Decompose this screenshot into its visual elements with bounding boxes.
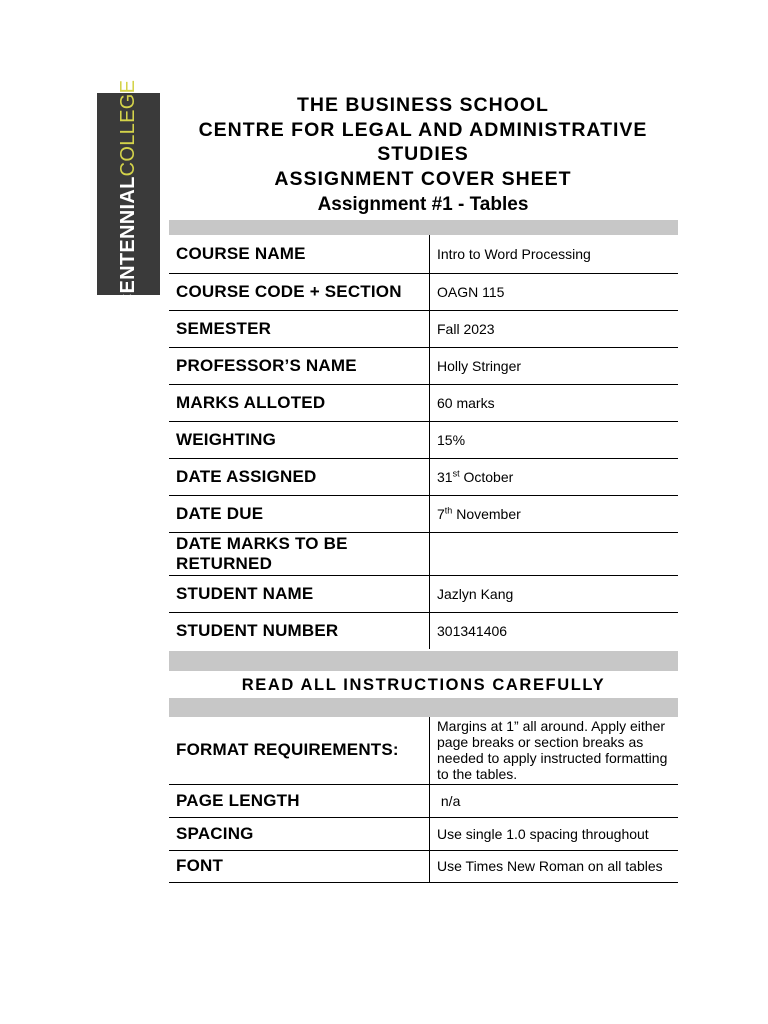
- table-row: [169, 421, 678, 458]
- row-value: Use single 1.0 spacing throughout: [430, 817, 679, 850]
- row-value: Holly Stringer: [430, 347, 679, 384]
- assignment-title: Assignment #1 - Tables: [317, 194, 529, 215]
- row-label: SPACING: [169, 817, 430, 850]
- date-month: November: [452, 505, 521, 522]
- row-value: Margins at 1” all around. Apply either page breaks or section breaks as needed to apply instructed formatting to the tables.: [430, 717, 679, 784]
- date-ordinal-suffix: th: [444, 504, 453, 515]
- row-label: COURSE NAME: [169, 235, 430, 273]
- table-row: [169, 850, 678, 882]
- row-label: MARKS ALLOTED: [169, 384, 430, 421]
- table-row: [169, 575, 678, 612]
- row-label: STUDENT NAME: [169, 575, 430, 612]
- table-row: [169, 612, 678, 649]
- row-label: COURSE CODE + SECTION: [169, 273, 430, 310]
- row-label: FONT: [169, 850, 430, 882]
- centre-name-line2: STUDIES: [377, 143, 469, 165]
- table-row: [169, 784, 678, 817]
- row-value: Use Times New Roman on all tables: [430, 850, 679, 882]
- table-row: [169, 273, 678, 310]
- date-day: 31: [437, 468, 453, 485]
- row-label: WEIGHTING: [169, 421, 430, 458]
- table-row: [169, 310, 678, 347]
- row-label: FORMAT REQUIREMENTS:: [169, 717, 430, 784]
- table-row: [169, 532, 678, 575]
- table-row: [169, 235, 678, 273]
- table-row: [169, 458, 678, 495]
- row-value: [430, 532, 679, 575]
- row-value: 15%: [430, 421, 679, 458]
- date-day: 7: [437, 505, 445, 522]
- college-logo: [97, 79, 160, 309]
- date-ordinal-suffix: st: [452, 467, 460, 478]
- row-label: PAGE LENGTH: [169, 784, 430, 817]
- row-value: 60 marks: [430, 384, 679, 421]
- instructions-heading: READ ALL INSTRUCTIONS CAREFULLY: [241, 676, 606, 694]
- requirements-table: [169, 717, 678, 883]
- document-header: [169, 93, 677, 217]
- centre-name-line1: CENTRE FOR LEGAL AND ADMINISTRATIVE: [198, 118, 648, 141]
- logo-word-centennial: CENTENNIAL: [117, 176, 139, 309]
- date-month: October: [459, 468, 514, 485]
- row-value: [430, 495, 679, 532]
- row-value: n/a: [430, 784, 679, 817]
- row-value: OAGN 115: [430, 273, 679, 310]
- school-name: THE BUSINESS SCHOOL: [297, 94, 549, 116]
- row-label: DATE ASSIGNED: [169, 458, 430, 495]
- row-value: [430, 458, 679, 495]
- table-row: [169, 384, 678, 421]
- table-row: [169, 347, 678, 384]
- row-label: STUDENT NUMBER: [169, 612, 430, 649]
- row-value: 301341406: [437, 622, 508, 639]
- table-row: [169, 717, 678, 784]
- row-label: DATE MARKS TO BE RETURNED: [169, 532, 430, 575]
- row-value: Jazlyn Kang: [430, 575, 679, 612]
- course-info-table: [169, 235, 678, 649]
- logo-wordmark: [118, 80, 138, 308]
- section-divider-bar: [169, 651, 678, 671]
- section-divider-bar: [169, 220, 678, 235]
- row-label: DATE DUE: [169, 495, 430, 532]
- table-row: [169, 495, 678, 532]
- row-value: Intro to Word Processing: [430, 235, 679, 273]
- row-label: PROFESSOR’S NAME: [169, 347, 430, 384]
- row-value: Fall 2023: [430, 310, 679, 347]
- logo-word-college: COLLEGE: [117, 79, 139, 177]
- table-row: [169, 817, 678, 850]
- row-label: SEMESTER: [169, 310, 430, 347]
- section-divider-bar: [169, 698, 678, 717]
- document-title: ASSIGNMENT COVER SHEET: [274, 167, 572, 190]
